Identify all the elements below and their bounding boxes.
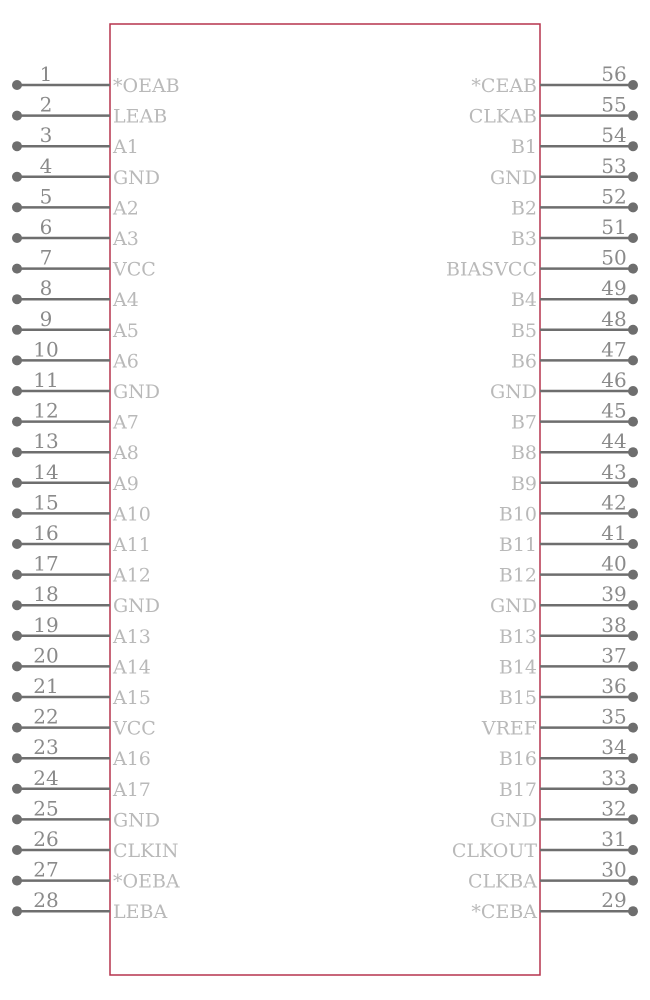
left-pin-12 (12, 399, 139, 434)
left-pin-10 (12, 337, 139, 372)
pin-endpoint (628, 264, 638, 274)
pin-endpoint (628, 814, 638, 824)
pin-label: GND (489, 166, 537, 189)
pin-endpoint (628, 417, 638, 427)
pin-label: A6 (113, 350, 139, 373)
pin-number: 11 (33, 368, 59, 392)
pin-label: A11 (113, 534, 151, 556)
pin-label: BIASVCC (445, 258, 537, 281)
pin-label: B6 (510, 350, 537, 373)
pin-label: B10 (498, 503, 537, 526)
pin-number: 49 (601, 276, 627, 301)
pin-endpoint (628, 508, 638, 518)
pin-number: 34 (601, 735, 627, 760)
pin-number: 8 (39, 276, 53, 301)
pin-label: VCC (113, 717, 156, 740)
pin-number: 21 (33, 674, 59, 698)
pin-endpoint (12, 692, 22, 702)
pin-number: 25 (33, 796, 59, 821)
pin-label: A1 (113, 136, 139, 159)
pin-label: GND (113, 381, 161, 403)
pin-label: A8 (113, 442, 139, 465)
left-pin-1 (12, 62, 180, 97)
pin-label: VCC (113, 258, 156, 281)
pin-number: 29 (601, 888, 627, 913)
pin-endpoint (628, 784, 638, 794)
pin-number: 44 (601, 429, 627, 454)
pin-endpoint (628, 692, 638, 702)
pin-label: B12 (498, 564, 537, 587)
pin-endpoint (628, 539, 638, 549)
pin-number: 3 (39, 123, 53, 148)
pin-label: CLKAB (468, 105, 537, 128)
pin-label: B3 (510, 228, 537, 250)
pin-number: 43 (601, 459, 627, 484)
pin-label: A14 (113, 656, 151, 679)
pin-endpoint (12, 631, 22, 641)
pin-label: A4 (113, 289, 139, 312)
pin-label: GND (113, 595, 161, 618)
pin-endpoint (12, 80, 22, 90)
pin-label: VREF (481, 717, 537, 740)
pin-label: A3 (113, 228, 139, 250)
pin-endpoint (628, 753, 638, 763)
pin-label: A16 (113, 748, 151, 771)
pin-number: 7 (39, 245, 53, 270)
pin-endpoint (12, 355, 22, 365)
pin-label: GND (113, 809, 161, 832)
pin-number: 33 (601, 765, 627, 790)
pin-label: GND (489, 595, 537, 618)
pin-label: A5 (113, 319, 139, 342)
pin-endpoint (628, 386, 638, 396)
pin-endpoint (12, 294, 22, 304)
pin-endpoint (628, 202, 638, 212)
pin-number: 1 (39, 62, 53, 86)
pin-label: B7 (510, 411, 537, 434)
pin-endpoint (12, 202, 22, 212)
pin-label: A2 (113, 197, 139, 220)
left-pin-9 (12, 307, 139, 342)
left-pin-group (12, 62, 180, 923)
pin-label: CLKIN (113, 840, 179, 862)
pin-endpoint (12, 141, 22, 151)
pin-number: 39 (601, 582, 627, 607)
pin-number: 48 (601, 306, 627, 331)
pin-number: 51 (601, 215, 627, 239)
pin-endpoint (628, 325, 638, 335)
pin-endpoint (12, 417, 22, 427)
pin-number: 55 (601, 92, 627, 117)
pin-endpoint (12, 600, 22, 610)
pin-label: B11 (498, 534, 537, 556)
pin-number: 54 (601, 123, 627, 148)
left-pin-8 (12, 276, 139, 311)
pin-number: 42 (601, 490, 627, 515)
pin-endpoint (12, 876, 22, 886)
left-pin-3 (12, 123, 139, 158)
pin-endpoint (628, 631, 638, 641)
pin-label: B13 (498, 625, 537, 648)
pin-endpoint (628, 294, 638, 304)
pin-number: 32 (601, 796, 627, 821)
pin-label: B17 (498, 778, 537, 801)
ic-body-outline (110, 24, 540, 975)
left-pin-13 (12, 429, 139, 464)
pin-label: B14 (498, 656, 537, 679)
pin-endpoint (628, 906, 638, 916)
pin-label: A15 (113, 687, 151, 709)
pin-label: A13 (113, 625, 151, 648)
pin-label: LEBA (113, 901, 168, 924)
pin-number: 5 (39, 184, 53, 209)
pin-label: B1 (510, 136, 537, 159)
pin-endpoint (12, 447, 22, 457)
pin-number: 52 (601, 184, 627, 209)
pin-number: 14 (33, 459, 59, 484)
pin-label: LEAB (113, 105, 168, 128)
pin-endpoint (12, 478, 22, 488)
pin-endpoint (12, 784, 22, 794)
pin-endpoint (12, 570, 22, 580)
pin-label: *CEAB (471, 75, 537, 97)
pin-endpoint (628, 600, 638, 610)
pin-endpoint (628, 845, 638, 855)
pin-label: CLKOUT (451, 840, 537, 862)
pin-label: A9 (113, 472, 139, 495)
pin-label: B8 (510, 442, 537, 465)
pin-endpoint (628, 141, 638, 151)
left-pin-5 (12, 184, 139, 219)
pin-number: 23 (33, 735, 59, 760)
pin-number: 28 (33, 888, 59, 913)
pin-endpoint (12, 325, 22, 335)
pin-endpoint (12, 845, 22, 855)
pin-number: 36 (601, 674, 627, 698)
pin-label: GND (489, 381, 537, 403)
pin-label: *CEBA (471, 901, 537, 924)
pin-number: 50 (601, 245, 627, 270)
pin-endpoint (628, 447, 638, 457)
pin-number: 22 (33, 704, 59, 729)
pin-number: 37 (601, 643, 627, 668)
pin-endpoint (628, 233, 638, 243)
pin-number: 4 (39, 153, 53, 178)
pin-endpoint (628, 661, 638, 671)
left-pin-4 (12, 154, 160, 189)
pin-endpoint (628, 570, 638, 580)
pin-number: 16 (33, 521, 59, 545)
pin-number: 15 (33, 490, 59, 515)
pin-label: B16 (498, 748, 537, 771)
left-pin-14 (12, 460, 139, 495)
pin-number: 45 (601, 398, 627, 423)
pin-number: 30 (601, 857, 627, 882)
pin-label: *OEBA (113, 870, 180, 893)
pin-endpoint (12, 508, 22, 518)
left-pin-7 (12, 246, 156, 281)
pin-endpoint (12, 386, 22, 396)
left-pin-2 (12, 93, 167, 128)
pin-label: GND (113, 166, 161, 189)
pin-endpoint (12, 111, 22, 121)
pin-number: 9 (39, 306, 53, 331)
pin-number: 40 (601, 551, 627, 576)
pin-endpoint (628, 876, 638, 886)
pin-endpoint (628, 80, 638, 90)
pin-label: GND (489, 809, 537, 832)
pin-number: 19 (33, 612, 59, 637)
pin-label: A10 (113, 503, 151, 526)
pin-endpoint (12, 233, 22, 243)
left-pin-6 (12, 215, 139, 250)
pin-label: B4 (510, 289, 537, 312)
pin-endpoint (12, 906, 22, 916)
right-pin-29 (471, 888, 638, 923)
left-pin-28 (12, 888, 167, 923)
pin-number: 27 (33, 857, 59, 882)
pin-label: B5 (510, 319, 537, 342)
pin-number: 47 (601, 337, 627, 362)
pin-endpoint (628, 723, 638, 733)
pin-endpoint (12, 539, 22, 549)
pin-endpoint (12, 814, 22, 824)
pin-number: 13 (33, 429, 59, 454)
pin-number: 12 (33, 398, 59, 423)
pin-endpoint (12, 172, 22, 182)
pin-label: A17 (113, 778, 151, 801)
pin-endpoint (628, 111, 638, 121)
pin-endpoint (628, 172, 638, 182)
pin-number: 38 (601, 612, 627, 637)
pin-number: 17 (33, 551, 59, 576)
pin-label: B15 (498, 687, 537, 709)
pin-endpoint (12, 753, 22, 763)
pin-number: 2 (39, 92, 53, 117)
pin-number: 41 (601, 521, 627, 545)
pin-number: 20 (33, 643, 59, 668)
pin-number: 46 (601, 368, 627, 392)
right-pin-group (446, 62, 638, 923)
pin-label: *OEAB (113, 75, 180, 97)
pin-label: B9 (510, 472, 537, 495)
pin-label: A7 (113, 411, 139, 434)
pin-number: 35 (601, 704, 627, 729)
pin-endpoint (628, 355, 638, 365)
pin-number: 53 (601, 153, 627, 178)
pin-endpoint (12, 264, 22, 274)
pin-label: CLKBA (467, 870, 537, 893)
pin-number: 10 (33, 337, 59, 362)
pin-number: 31 (601, 827, 627, 851)
pin-label: B2 (510, 197, 537, 220)
pin-number: 6 (39, 215, 53, 239)
pin-endpoint (12, 661, 22, 671)
pin-endpoint (628, 478, 638, 488)
pin-label: A12 (113, 564, 151, 587)
pin-number: 18 (33, 582, 59, 607)
pin-number: 56 (601, 62, 627, 86)
pin-number: 26 (33, 827, 59, 851)
pin-endpoint (12, 723, 22, 733)
pin-number: 24 (33, 765, 59, 790)
